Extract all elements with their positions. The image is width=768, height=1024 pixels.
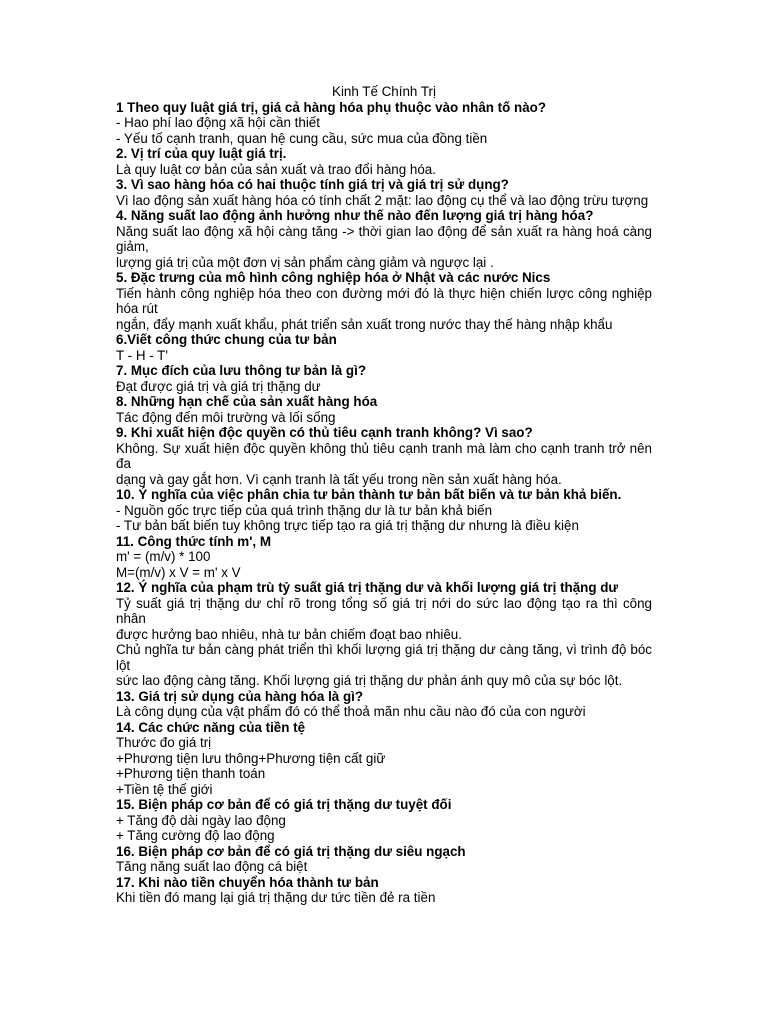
question-heading: 17. Khi nào tiền chuyển hóa thành tư bản: [116, 874, 379, 890]
answer-text: +Tiền tệ thế giới: [116, 781, 213, 797]
answer-text: sức lao động càng tăng. Khối lượng giá trị thặng dư phản ánh quy mô của sự bóc lột.: [116, 673, 623, 688]
question-heading: 3. Vì sao hàng hóa có hai thuộc tính giá trị và giá trị sử dụng?: [116, 177, 509, 192]
question-heading: 10. Ý nghĩa của việc phân chia tư bản thành tư bản bất biến và tư bản khả biến.: [116, 487, 622, 502]
question-heading: 13. Giá trị sử dụng của hàng hóa là gì?: [116, 688, 364, 704]
answer-text: Đạt được giá trị và giá trị thặng dư: [116, 378, 321, 394]
answer-text: T - H - T': [116, 347, 168, 363]
answer-text: M=(m/v) x V = m' x V: [116, 564, 241, 580]
question-heading: 11. Công thức tính m', M: [116, 533, 271, 549]
answer-text: dạng và gay gắt hơn. Vì cạnh tranh là tất yếu trong nền sản xuất hàng hóa.: [116, 471, 562, 487]
answer-text: lượng giá trị của một đơn vị sản phẩm càng giảm và ngược lại .: [116, 254, 494, 270]
document-title: Kinh Tế Chính Trị: [332, 84, 436, 99]
answer-text: Chủ nghĩa tư bản càng phát triển thì khối lượng giá trị thặng dư càng tăng, vì trình độ bóc lột: [116, 642, 652, 673]
question-heading: 14. Các chức năng của tiền tệ: [116, 719, 306, 735]
question-heading: 8. Những hạn chế của sản xuất hàng hóa: [116, 394, 378, 409]
answer-text: Tiến hành công nghiệp hóa theo con đường mới đó là thực hiện chiến lược công nghiệp hóa rút: [116, 285, 652, 316]
answer-text: - Nguồn gốc trực tiếp của quá trình thặng dư là tư bản khả biến: [116, 502, 493, 518]
question-heading: 1 Theo quy luật giá trị, giá cả hàng hóa phụ thuộc vào nhân tố nào?: [116, 99, 547, 115]
answer-text: - Tư bản bất biến tuy không trực tiếp tạo ra giá trị thặng dư nhưng là điều kiện: [116, 518, 579, 533]
question-heading: 5. Đặc trưng của mô hình công nghiệp hóa ở Nhật và các nước Nics: [116, 270, 551, 285]
question-heading: 2. Vị trí của quy luật giá trị.: [116, 146, 287, 161]
answer-text: Thước đo giá trị: [116, 735, 212, 750]
answer-text: Là quy luật cơ bản của sản xuất và trao đổi hàng hóa.: [116, 161, 436, 177]
answer-text: + Tăng cường độ lao động: [116, 828, 275, 843]
answer-text: Tác động đến môi trường và lối sống: [116, 409, 336, 425]
answer-text: - Yếu tố cạnh tranh, quan hệ cung cầu, sức mua của đồng tiền: [116, 130, 488, 146]
question-heading: 16. Biện pháp cơ bản để có giá trị thặng dư siêu ngạch: [116, 843, 466, 859]
answer-text: Không. Sự xuất hiện độc quyền không thủ tiêu cạnh tranh mà làm cho cạnh tranh trở nên đa: [116, 440, 652, 471]
question-heading: 7. Mục đích của lưu thông tư bản là gì?: [116, 363, 367, 378]
document-body: [116, 84, 652, 906]
answer-text: Tỷ suất giá trị thặng dư chỉ rõ trong tổng số giá trị nới do sức lao động tạo ra thì công nhân: [116, 595, 652, 626]
answer-text: +Phương tiện thanh toán: [116, 766, 266, 781]
answer-text: + Tăng độ dài ngày lao động: [116, 812, 286, 828]
question-heading: 4. Năng suất lao động ảnh hưởng như thế nào đến lượng giá trị hàng hóa?: [116, 208, 594, 223]
question-heading: 15. Biện pháp cơ bản để có giá trị thặng dư tuyệt đối: [116, 797, 452, 812]
answer-text: +Phương tiện lưu thông+Phương tiện cất giữ: [116, 750, 386, 766]
answer-text: Tăng năng suất lao động cá biệt: [116, 859, 308, 874]
question-heading: 6.Viết công thức chung của tư bản: [116, 332, 337, 347]
answer-text: ngắn, đẩy mạnh xuất khẩu, phát triển sản xuất trong nước thay thế hàng nhập khẩu: [116, 316, 613, 332]
answer-text: Năng suất lao động xã hội càng tăng -> thời gian lao động để sản xuất ra hàng hoá càng giảm,: [116, 223, 652, 254]
answer-text: m' = (m/v) * 100: [116, 549, 211, 564]
question-heading: 12. Ý nghĩa của phạm trù tỷ suất giá trị thặng dư và khối lượng giá trị thặng dư: [116, 580, 619, 595]
answer-text: - Hao phí lao động xã hội cần thiết: [116, 115, 320, 130]
answer-text: Vì lao động sản xuất hàng hóa có tính chất 2 mặt: lao động cụ thể và lao động trừu tượng: [116, 192, 649, 208]
answer-text: Là công dụng của vật phẩm đó có thể thoả mãn nhu cầu nào đó của con người: [116, 704, 586, 719]
answer-text: Khi tiền đó mang lại giá trị thặng dư tức tiền đẻ ra tiền: [116, 890, 436, 905]
answer-text: được hưởng bao nhiêu, nhà tư bản chiếm đoạt bao nhiêu.: [116, 626, 462, 642]
document-lines: [116, 100, 652, 906]
question-heading: 9. Khi xuất hiện độc quyền có thủ tiêu cạnh tranh không? Vì sao?: [116, 425, 533, 440]
